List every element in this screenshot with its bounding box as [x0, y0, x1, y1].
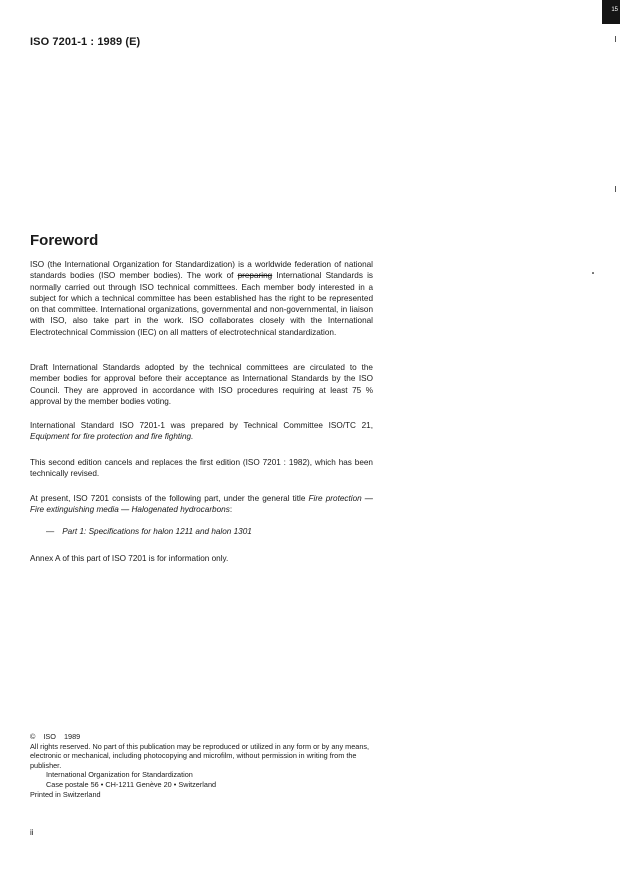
paragraph-draft-standards: Draft International Standards adopted by the technical committees are circulated to the member bodies for approval before their acceptance as International Standards by the ISO Council. They are approved in accordance with ISO procedures requiring at least 75 % approval by the member bodies voting.: [30, 363, 373, 406]
paragraph-parts: [30, 493, 373, 516]
copyright-year: 1989: [63, 732, 81, 741]
paragraph-annex: Annex A of this part of ISO 7201 is for information only.: [30, 554, 229, 563]
page-number: ii: [30, 828, 34, 837]
list-dash: —: [46, 527, 55, 536]
document-id: ISO 7201-1 : 1989 (E): [30, 36, 141, 48]
page-title: Foreword: [30, 232, 99, 249]
copyright-line: [30, 732, 376, 742]
list-item-text: Part 1: Specifications for halon 1211 and halon 1301: [62, 527, 252, 536]
p5-text: At present, ISO 7201 consists of the following part, under the general title: [30, 494, 309, 503]
p1-text-b: International Standards is normally carried out through ISO technical committees. Each member body interested in a subject for which a technical committee has been established has the right to be represented on that committee. International organizations, governmental and non-governmental, in liaison with ISO, also take part in the work. ISO collaborates closely with the International Electrotechnical Commission (IEC) on all matters of electrotechnical standardization.: [30, 271, 374, 337]
copyright-symbol: ©: [30, 732, 36, 741]
rights-notice: All rights reserved. No part of this publication may be reproduced or utilized in any form or by any means, electronic or mechanical, including photocopying and microfilm, without permission in writing from the publisher.: [30, 741, 370, 770]
p1-text-a: ISO (the International Organization for Standardization) is a worldwide federation of national standards bodies (ISO member bodies). The work of: [30, 260, 373, 281]
edge-mark-upper: [615, 36, 616, 42]
p3-text: International Standard ISO 7201-1 was prepared by Technical Committee ISO/TC 21,: [30, 421, 373, 430]
p5-end: :: [229, 505, 233, 515]
scan-dot: [592, 272, 594, 274]
paragraph-prepared-by: [30, 420, 373, 443]
p3-committee-title: Equipment for fire protection and fire fighting.: [30, 432, 194, 442]
list-item-part1: [46, 526, 252, 537]
p5-general-title: Fire protection — Fire extinguishing media — Halogenated hydrocarbons: [30, 494, 373, 515]
publisher-name: International Organization for Standardization: [46, 770, 193, 780]
p1-struck-word: preparing: [237, 271, 273, 281]
corner-tab: 15: [602, 0, 620, 24]
copyright-block: [30, 732, 376, 799]
paragraph-iso-intro: [30, 259, 373, 338]
edge-mark-lower: [615, 186, 616, 192]
printed-in: Printed in Switzerland: [30, 789, 101, 799]
publisher-address: Case postale 56 • CH-1211 Genève 20 • Switzerland: [46, 779, 217, 789]
copyright-org: ISO: [43, 732, 56, 741]
paragraph-edition: This second edition cancels and replaces the first edition (ISO 7201 : 1982), which has been technically revised.: [30, 458, 373, 479]
